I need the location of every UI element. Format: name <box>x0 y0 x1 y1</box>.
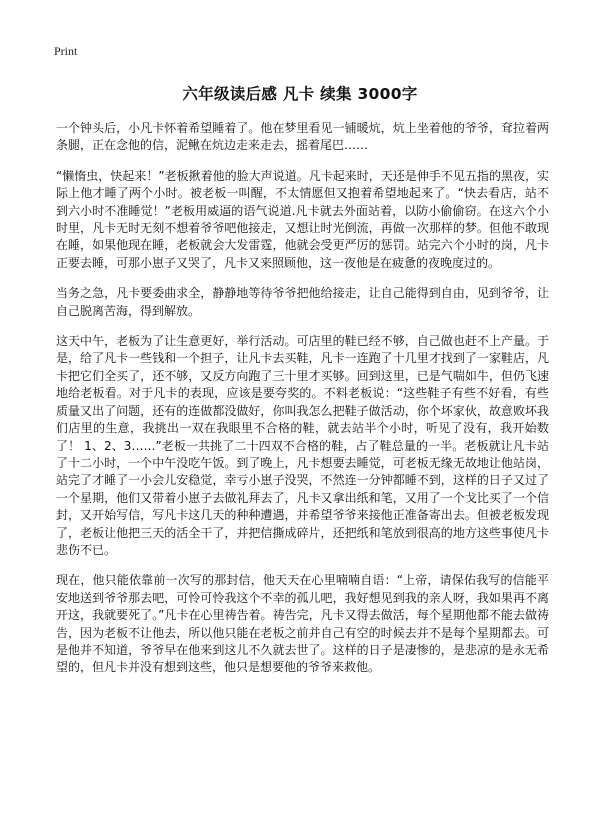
paragraph-1: 一个钟头后，小凡卡怀着希望睡着了。他在梦里看见一铺暖炕，炕上坐着他的爷爷，耷拉着两条腿，正在念他的信，泥鳅在炕边走来走去，摇着尾巴…… <box>56 121 549 153</box>
paragraph-4: 这天中午，老板为了让生意更好，举行活动。可店里的鞋已经不够，自己做也赶不上产量。于是，给了凡卡一些钱和一个担子，让凡卡去买鞋，凡卡一连跑了十几里才找到了一家鞋店，凡卡把它们全买了，还不够，又反方向跑了三十里才买够。回到这里，已是气喘如牛，但仍飞速地给老板看。对于凡卡的表现，应该是要夸奖的。不料老板说：“这些鞋子有些不好看，有些质量又出了问题，还有的连做都没做好，你叫我怎么把鞋子做活动，你个坏家伙，故意败坏我们店里的生意，我挑出一双在我眼里不合格的鞋，就去站半个小时，听见了没有，我开始数了！ 1、2、3……”老板一共挑了二十四双不合格的鞋，占了鞋总量的一半。老板就让凡卡站了十二小时，一个中午没吃午饭。到了晚上，凡卡想要去睡觉，可老板无缘无故地让他站岗，站完了才睡了一小会儿安稳觉，幸亏小崽子没哭，不然连一分钟都睡不到，这样的日子又过了一个星期，他们又带着小崽子去做礼拜去了，凡卡又拿出纸和笔，又用了一个戈比买了一个信封，又开始写信，写凡卡这几天的种种遭遇，并希望爷爷来接他正准备寄出去。但被老板发现了，老板让他把三天的活全干了，并把信撕成碎片，还把纸和笔放到很高的地方这些事使凡卡悲伤不已。 <box>56 334 549 557</box>
document-title: 六年级读后感 凡卡 续集 3000字 <box>182 85 418 103</box>
paragraph-5: 现在，他只能依靠前一次写的那封信，他天天在心里喃喃自语：“上帝，请保佑我写的信能平安地送到爷爷那去吧，可怜可怜我这个不幸的孤儿吧，我好想见到我的亲人呀，我如果再不离开这，我就要死了。”凡卡在心里祷告着。祷告完，凡卡又得去做活，每个星期他都不能去做祷告，因为老板不让他去，所以他只能在老板之前并自己有空的时候去并不是每个星期都去。可是他并不知道，爷爷早在他来到这儿不久就去世了。这样的日子是凄惨的，是悲凉的是永无希望的，但凡卡并没有想到这些，他只是想要他的爷爷来救他。 <box>56 573 549 675</box>
print-link[interactable]: Print <box>54 44 78 58</box>
document-body <box>56 120 549 690</box>
paragraph-3: 当务之急，凡卡要委曲求全，静静地等待爷爷把他给接走，让自己能得到自由，见到爷爷，让自己脱离苦海，得到解放。 <box>56 286 549 318</box>
paragraph-2: “懒惰虫，快起来！”老板揪着他的脸大声说道。凡卡起来时，天还是伸手不见五指的黑夜，实际上他才睡了两个小时。被老板一叫醒，不太情愿但又抱着希望地起来了。“快去看店，站不到六小时不准睡觉！”老板用威逼的语气说道.凡卡就去外面站着，以防小偷偷窃。在这六个小时里，凡卡无时无刻不想着爷爷吧他接走，又想让时光倒流，再做一次那样的梦。但他不敢现在睡，如果他现在睡，老板就会大发雷霆，他就会受更严厉的惩罚。站完六个小时的岗，凡卡正要去睡，可那小崽子又哭了，凡卡又来照顾他，这一夜他是在疲惫的夜晚度过的。 <box>56 168 549 270</box>
